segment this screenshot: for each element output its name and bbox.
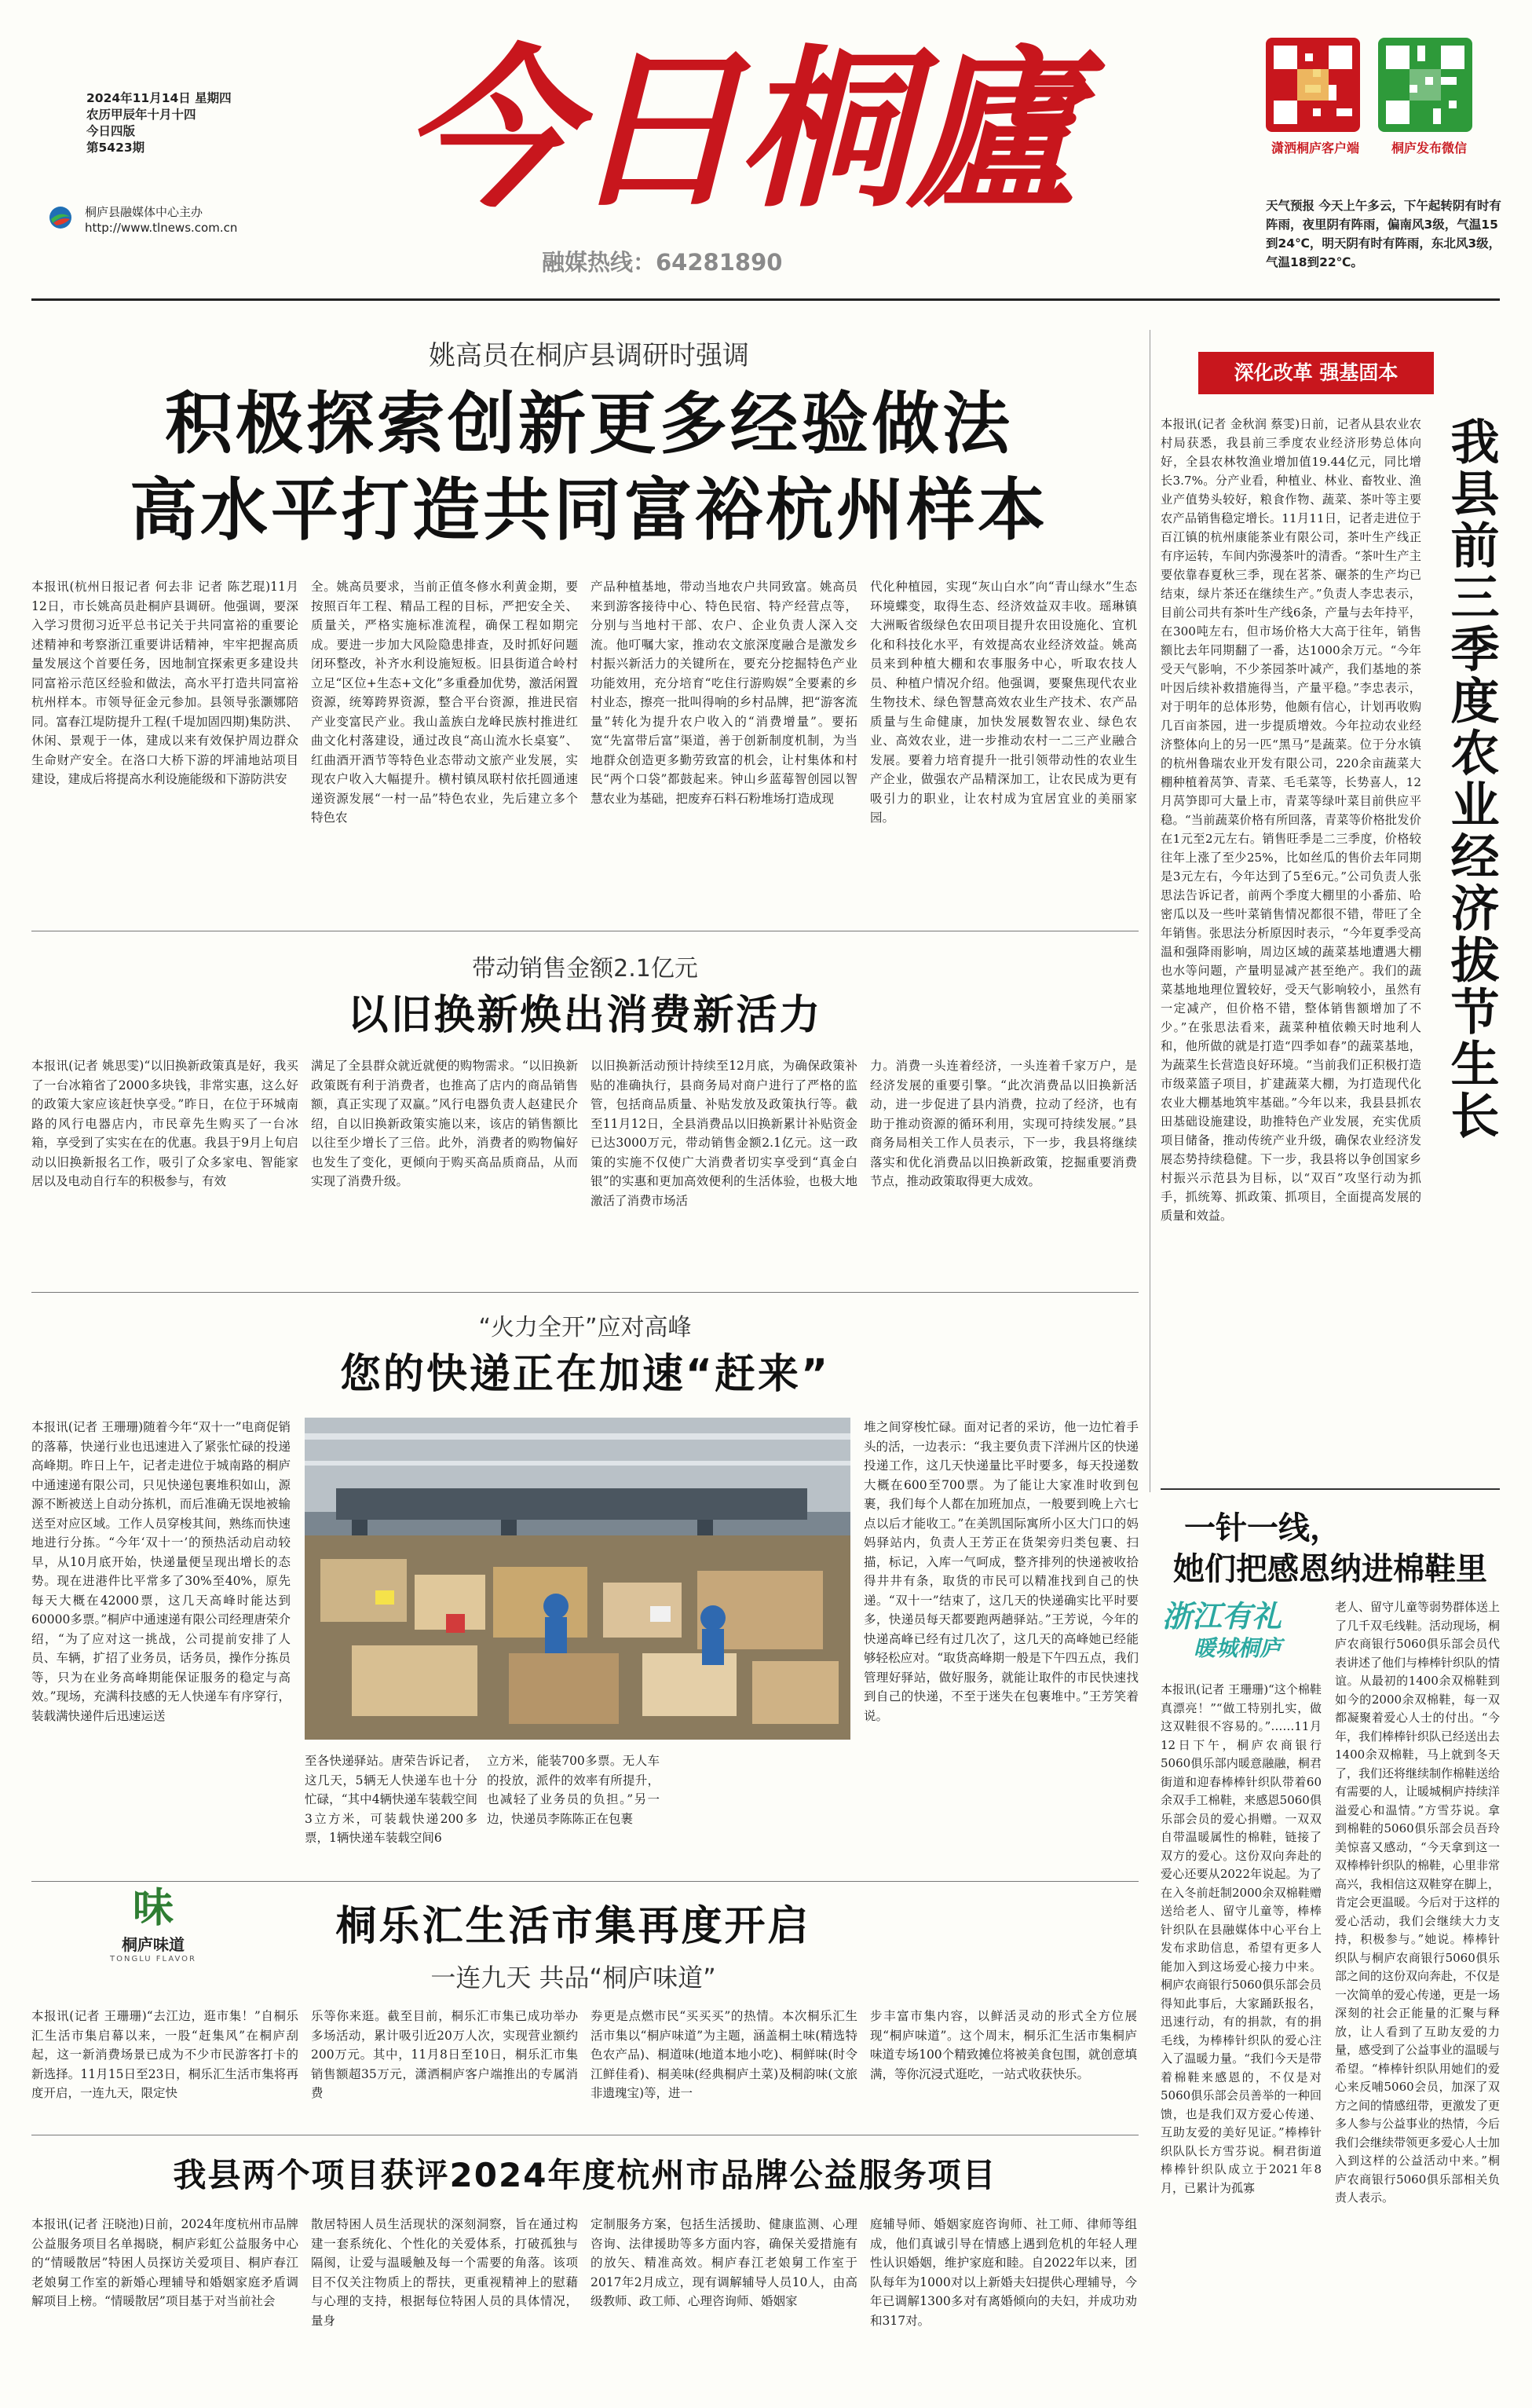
masthead-title: 今日桐廬	[401, 27, 1074, 231]
lead-body-col1: 本报讯(杭州日报记者 何去非 记者 陈艺琨)11月12日，市长姚高员赴桐庐县调研。他强调，要深入学习贯彻习近平总书记关于共同富裕的重要论述精神和考察浙江重要讲话精神，牢牢把握高质量发展这个首要任务，因地制宜探索更多建设共同富裕示范区经验和做法，高水平打造共同富裕杭州样本。市领导征金元参加。县领导张灏娜陪同。富春江堤防提升工程(千堤加固四期)集防洪、休闲、景观于一体，建成以来有效保护周边群众生命财产安全。在洛口大桥下游的坪浦地站项目建设，建成后将提高水利设施能级和下游防洪安	[31, 580, 298, 786]
consume-body-col2: 满足了全县群众就近就便的购物需求。“以旧换新政策既有利于消费者，也推高了店内的商品销售额，真正实现了双赢。”风行电器负责人赵建民介绍，自以旧换新政策实施以来，该店的销售额比以往至少增长了三倍。此外，消费者的购物偏好也发生了变化，更倾向于购买高品质商品，从而实现了消费升级。	[311, 1059, 578, 1188]
express-warehouse-photo	[305, 1418, 850, 1740]
market-subhead: 一连九天 共品“桐庐味道”	[430, 1963, 716, 1993]
consume-headline: 以旧换新焕出消费新活力	[347, 992, 823, 1039]
market-body-col2: 乐等你来逛。截至目前，桐乐汇市集已成功举办多场活动，累计吸引近20万人次，实现营业额约200万元。其中，11月8日至10日，桐乐汇市集销售额超35万元，潇洒桐庐客户端推出的专属消费	[311, 2009, 578, 2100]
charity-headline: 我县两个项目获评2024年度杭州市品牌公益服务项目	[173, 2156, 997, 2194]
lead-kicker: 姚高员在桐庐县调研时强调	[429, 340, 749, 371]
section-divider	[31, 1292, 1139, 1293]
gratitude-headline-line1: 一针一线，	[1184, 1510, 1341, 1546]
lead-body-col2: 全。姚高员要求，当前正值冬修水利黄金期，要按照百年工程、精品工程的目标，严把安全关、质量关，严格实施标准流程，确保工程如期完成。要进一步加大风险隐患排查，及时抓好问题闭环整改，补齐水利设施短板。旧县街道合岭村立足“区位+生态+文化”多重叠加优势，激活闲置资源，统筹跨界资源，整合平台资源，推进民宿产业变富民产业。我山盖族白龙峰民族村推进红曲文化村落建设，通过改良“高山流水长桌宴”、红曲酒开酒节等特色业态带动文旅产业发展，实现农户收入大幅提升。横村镇凤联村依托圆通速递资源发展“一村一品”特色农业，先后建立多个特色农	[311, 580, 578, 825]
wechat-qr-code	[1378, 38, 1472, 132]
tonglu-flavor-logo-icon: 味 桐庐味道 TONGLU FLAVOR	[94, 1885, 212, 1979]
consume-body-col4: 力。消费一头连着经济，一头连着千家万户，是经济发展的重要引擎。“此次消费品以旧换新活动，进一步促进了县内消费，拉动了经济，也有助于推动资源的循环利用，实现可持续发展。”县商务局相关工作人员表示，下一步，我县将继续落实和优化消费品以旧换新政策，挖掘重要消费节点，推动政策取得更大成效。	[870, 1059, 1137, 1188]
qr-caption-wechat: 桐庐发布微信	[1391, 141, 1467, 156]
gratitude-body-left: 本报讯(记者 王珊珊)“这个棉鞋真漂亮！”“做工特别扎实，做这双鞋很不容易的。”……11月12日下午，桐庐农商银行5060俱乐部内暖意融融，桐君街道和迎春棒棒针织队带着60余双手工棉鞋，来感恩5060俱乐部会员的爱心捐赠。一双双自带温暖属性的棉鞋，链接了双方的爱心。这份双向奔赴的爱心还要从2022年说起。为了在入冬前赶制2000余双棉鞋赠送给老人、留守儿童等，棒棒针织队在县融媒体中心平台上发布求助信息，希望有更多人能加入到这场爱心接力中来。桐庐农商银行5060俱乐部会员得知此事后，大家踊跃报名，迅速行动，有的捐款，有的捐毛线，为棒棒针织队的爱心注入了温暖力量。“我们今天是带着棉鞋来感恩的，不仅是对5060俱乐部会员善举的一种回馈，也是我们双方爱心传递、互助友爱的美好见证。”棒棒针织队队长方雪芬说。桐君街道棒棒针织队成立于2021年8月，已累计为孤寡	[1161, 1682, 1322, 2195]
issue-line: 第5423期	[86, 141, 145, 155]
lead-body-col4: 代化种植园，实现“灰山白水”向“青山绿水”生态环境蝶变，取得生态、经济效益双丰收。瑶琳镇大洲畈省级绿色农田项目提升农田设施化、宜机化和科技化水平，有效提高农业经济效益。姚高员来到种植大棚和农事服务中心，听取农技人员、种植户情况介绍。他强调，要聚焦现代农业生物技术、绿色智慧高效农业生产技术、农产品质量与生命健康，加快发展数智农业、绿色农业、高效农业，进一步推动农村一二三产业融合发展。要着力培育提升一批引领带动性的农业生产企业，做强农产品精深加工，让农民成为更有吸引力的职业，让农村成为宜居宜业的美丽家园。	[870, 580, 1137, 825]
logo-line2: 暖城桐庐	[1194, 1635, 1282, 1661]
reform-section-tag: 深化改革 强基固本	[1198, 352, 1434, 394]
lead-body-col3: 产品种植基地，带动当地农户共同致富。姚高员来到游客接待中心、特色民宿、特产经营点等，分别与当地村干部、农户、企业负责人深入交流。他叮嘱大家，推动农文旅深度融合是激发乡村振兴新活力的关键所在，要充分挖掘特色产业功能效用，充分培育“吃住行游购娱”全要素的乡村业态，擦亮一批叫得响的乡村品牌，把“游客流量”转化为提升农户收入的“消费增量”。要拓宽“先富带后富”渠道，善于创新制度机制，为当地群众创造更多勤劳致富的机会，让村集体和村民“两个口袋”都鼓起来。钟山乡蓝莓智创园以智慧农业为基础，把废弃石料石粉堆场打造成现	[590, 580, 857, 806]
express-body-col1: 本报讯(记者 王珊珊)随着今年“双十一”电商促销的落幕，快递行业也迅速进入了紧张忙碌的投递高峰期。昨日上午，记者走进位于城南路的桐庐中通速递有限公司，只见快递包裹堆积如山，源源不断被送上自动分拣机，而后准确无误地被输送至对应区域。工作人员穿梭其间，熟练而快速地进行分拣。“今年‘双十一’的预热活动启动较早，从10月底开始，快递量便呈现出增长的态势。现在进港件比平常多了30%至40%，原先每天大概在42000票，这几天高峰时能达到60000多票。”桐庐中通速递有限公司经理唐荣介绍，“为了应对这一挑战，公司提前安排了人员、车辆，扩招了业务员，话务员，操作分拣员等，只为在业务高峰期能保证服务的稳定与高效。”现场，充满科技感的无人快递车有序穿行，装载满快递件后迅速运送	[31, 1420, 291, 1723]
market-body-col3: 券更是点燃市民“买买买”的热情。本次桐乐汇生活市集以“桐庐味道”为主题，涵盖桐土味(精选特色农产品)、桐道味(地道本地小吃)、桐鲜味(时令江鲜佳肴)、桐美味(经典桐庐土菜)及桐韵味(文旅非遗瑰宝)等，进一	[590, 2009, 857, 2100]
charity-body-col1: 本报讯(记者 汪晓池)日前，2024年度杭州市品牌公益服务项目名单揭晓，桐庐彩虹公益服务中心的“情暖散居”特困人员探访关爱项目、桐庐春江老娘舅工作室的新婚心理辅导和婚姻家庭矛盾调解项目上榜。“情暖散居”项目基于对当前社会	[31, 2217, 298, 2308]
gratitude-headline-line2: 她们把感恩纳进棉鞋里	[1173, 1551, 1487, 1587]
charity-body-col3: 定制服务方案，包括生活援助、健康监测、心理咨询、法律援助等多方面内容，确保关爱措施有的放矢、精准高效。桐庐春江老娘舅工作室于2017年2月成立，现有调解辅导人员10人，由高级教师、政工师、心理咨询师、婚姻家	[590, 2217, 857, 2308]
consume-body-col1: 本报讯(记者 姚思雯)“以旧换新政策真是好，我买了一台冰箱省了2000多块钱，非常实惠，这么好的政策大家应该赶快享受。”昨日，在位于环城南路的风行电器店内，市民章先生购买了一台冰箱，享受到了实实在在的优惠。我县于9月上旬启动以旧换新报名工作，吸引了众多家电、智能家居以及电动自行车的积极参与，有效	[31, 1059, 298, 1188]
express-headline: 您的快递正在加速“赶来”	[339, 1351, 831, 1398]
charity-body-col4: 庭辅导师、婚姻家庭咨询师、社工师、律师等组成，他们真诚引导在情感上遇到危机的年轻人理性认识婚姻，维护家庭和睦。自2022年以来，团队每年为1000对以上新婚夫妇提供心理辅导，今年已调解1300多对有离婚倾向的夫妇，并成功劝和317对。	[870, 2217, 1137, 2328]
pages-line: 今日四版	[86, 124, 136, 138]
lead-headline-line1: 积极探索创新更多经验做法	[165, 385, 1013, 463]
consume-body-col3: 以旧换新活动预计持续至12月底，为确保政策补贴的准确执行，县商务局对商户进行了严格的监管，包括商品质量、补贴发放及政策执行等。截至11月12日，全县消费品以旧换新累计补贴资金已达3000万元，带动销售金额2.1亿元。这一政策的实施不仅使广大消费者切实享受到“真金白银”的实惠和更加高效便利的生活体验，也极大地激活了消费市场活	[590, 1059, 857, 1208]
weather-forecast: 天气预报 今天上午多云，下午起转阴有时有阵雨，夜里阴有阵雨，偏南风3级，气温15到24℃，明天阴有时有阵雨，东北风3级，气温18到22℃。	[1266, 199, 1501, 269]
qr-caption-app: 潇洒桐庐客户端	[1271, 141, 1359, 156]
client-app-qr-code	[1266, 38, 1360, 132]
consume-kicker: 带动销售金额2.1亿元	[472, 955, 698, 983]
sponsor-block	[85, 204, 305, 236]
date-block	[86, 90, 322, 156]
market-body-col1: 本报讯(记者 王珊珊)“去江边，逛市集！”自桐乐汇生活市集启幕以来，一股“赶集风”在桐庐刮起，这一新消费场景已成为不少市民游客打卡的新选择。11月15日至23日，桐乐汇生活市集将再度开启，一连九天，限定快	[31, 2009, 298, 2100]
express-body-col2: 至各快递驿站。唐荣告诉记者，这几天，5辆无人快递车也十分忙碌，“其中4辆快递车装载空间3立方米，可装载快递200多票，1辆快递车装载空间6	[305, 1754, 477, 1845]
masthead-divider	[31, 298, 1500, 301]
date-line: 2024年11月14日 星期四	[86, 91, 232, 105]
lunar-date-line: 农历甲辰年十月十四	[86, 108, 196, 122]
hotline: 融媒热线：64281890	[542, 249, 783, 276]
charity-body-col2: 散居特困人员生活现状的深刻洞察，旨在通过构建一套系统化、个性化的关爱体系，打破孤独与隔阂，让爱与温暖触及每一个需要的角落。该项目不仅关注物质上的帮扶，更重视精神上的慰藉与心理的支持，根据每位特困人员的具体情况，量身	[311, 2217, 578, 2328]
agri-story-headline: 我县前三季度农业经济拔节生长	[1442, 416, 1500, 1142]
market-body-col4: 步丰富市集内容，以鲜活灵动的形式全方位展现“桐庐味道”。这个周末，桐乐汇生活市集桐庐味道专场100个精致摊位将被美食包围，就创意填满，等你沉浸式逛吃，一站式收获快乐。	[870, 2009, 1137, 2081]
section-divider	[31, 1881, 1139, 1882]
section-divider	[1161, 1488, 1500, 1490]
media-center-logo-icon	[49, 206, 72, 229]
lead-headline-line2: 高水平打造共同富裕杭州样本	[130, 471, 1048, 550]
zhejiang-courtesy-logo-icon	[1162, 1598, 1319, 1669]
market-headline: 桐乐汇生活市集再度开启	[335, 1903, 811, 1950]
website-link[interactable]: http://www.tlnews.com.cn	[85, 221, 238, 235]
logo-text: 桐庐味道	[122, 1935, 185, 1954]
logo-subtext: TONGLU FLAVOR	[109, 1955, 197, 1963]
express-kicker: “火力全开”应对高峰	[478, 1314, 692, 1341]
gratitude-headline	[1161, 1508, 1500, 1590]
gratitude-body-right: 老人、留守儿童等弱势群体送上了几千双毛线鞋。活动现场，桐庐农商银行5060俱乐部会员代表讲述了他们与棒棒针织队的情谊。从最初的1400余双棉鞋到如今的2000余双棉鞋，每一双都凝聚着爱心人士的付出。“今年，我们棒棒针织队已经送出去1400余双棉鞋，马上就到冬天了，我们还将继续制作棉鞋送给有需要的人，让暖城桐庐持续洋溢爱心和温情。”方雪芬说。拿到棉鞋的5060俱乐部会员吾玲美惊喜又感动，“今天拿到这一双棒棒针织队的棉鞋，心里非常高兴，我相信这双鞋穿在脚上，肯定会更温暖。今后对于这样的爱心活动，我们会继续大力支持，积极参与。”她说。棒棒针织队与桐庐农商银行5060俱乐部之间的这份双向奔赴，不仅是一次简单的爱心传递，更是一场深刻的社会正能量的汇聚与释放，让人看到了互助友爱的力量，感受到了公益事业的温暖与希望。“棒棒针织队用她们的爱心来反哺5060会员，加深了双方之间的情感纽带，更激发了更多人参与公益事业的热情，今后我们会继续带领更多爱心人士加入到这样的公益活动中来。”桐庐农商银行5060俱乐部相关负责人表示。	[1335, 1600, 1500, 2205]
logo-line1: 浙江有礼	[1162, 1598, 1282, 1634]
agri-story-body: 本报讯(记者 金秋润 蔡雯)日前，记者从县农业农村局获悉，我县前三季度农业经济形势总体向好，全县农林牧渔业增加值19.44亿元，同比增长3.7%。分产业看，种植业、林业、畜牧业、渔业产值势头较好，粮食作物、蔬菜、茶叶等主要农产品销售稳定增长。11月11日，记者走进位于百江镇的杭州康能茶业有限公司，茶叶生产线正有序运转，车间内弥漫茶叶的清香。“茶叶生产主要依靠春夏秋三季，现在茗茶、碾茶的生产均已结束，绿片茶还在继续生产。”负责人李忠表示，目前公司共有茶叶生产线6条，产量与去年持平，在300吨左右，但市场价格大大高于往年，销售额比去年同期翻了一番，达1000余万元。“今年受天气影响，不少茶园茶叶减产，我们基地的茶叶因后续补救措施得当，产量平稳。”李忠表示，对于明年的总体形势，他颇有信心，计划再收购几百亩茶园，进一步提质增效。今年拉动农业经济整体向上的另一匹“黑马”是蔬菜。位于分水镇的杭州鲁瑞农业开发有限公司，220余亩蔬菜大棚种植着莴笋、青菜、毛毛菜等，长势喜人，12月莴笋即可大量上市，青菜等绿叶菜目前供应平稳。“当前蔬菜价格有所回落，青菜等价格批发价在1元至2元左右。销售旺季是二三季度，价格较往年上涨了至少25%，比如丝瓜的售价去年同期是3元左右，今年达到了5至6元。”公司负责人张思法告诉记者，前两个季度大棚里的小番茄、哈密瓜以及一些叶菜销售情况都很不错，带旺了全年销售。张思法分析原因时表示，“今年夏季受高温和强降雨影响，周边区域的蔬菜基地遭遇大棚也水等问题，产量明显减产甚至绝产。我们的蔬菜基地地理位置较好，受天气影响较小，虽然有一定减产，但价格不错，整体销售额增加了不少。”在张思法看来，蔬菜种植依赖天时地利人和，他所做的就是打造“四季如春”的蔬菜基地，为蔬菜生长营造良好环境。“当前我们正积极打造市级菜篮子项目，扩建蔬菜大棚，为打造现代化农业大棚基地筑牢基础。”今年以来，我县县抓农田基础设施建设，助推特色产业发展，充实优质项目储备，推动传统产业升级，确保农业经济发展态势持续稳健。下一步，我县将以争创国家乡村振兴示范县为目标，以“双百”攻坚行动为抓手，抓统筹、抓政策、抓项目，全面提高发展的质量和效益。	[1161, 417, 1421, 1223]
express-body-col3: 立方米，能装700多票。无人车的投放，派件的效率有所提升，也减轻了业务员的负担。”另一边，快递员李陈陈正在包裹	[487, 1754, 660, 1826]
sponsor-text: 桐庐县融媒体中心主办	[85, 205, 203, 219]
express-body-col4: 堆之间穿梭忙碌。面对记者的采访，他一边忙着手头的活，一边表示：“我主要负责下洋洲片区的快递投递工作，这几天快递量比平时要多，每天投递数大概在600至700票。为了能让大家准时收到包裹，我们每个人都在加班加点，一般要到晚上六七点以后才能收工。”在美凯国际寓所小区大门口的妈妈驿站内，负责人王芳正在货架旁归类包裹、扫描，标记，入库一气呵成，整齐排列的快递被收拾得井井有条，取货的市民可以精准找到自己的快递。“双十一”结束了，这几天的快递确实比平时要多，快递员每天都要跑两趟驿站。”王芳说，今年的快递高峰已经有过几次了，这几天的高峰她已经能够轻松应对。“取货高峰期一般是下午四五点，我们管理好驿站，做好服务，就能让取件的市民快速找到自己的快递，不至于迷失在包裹堆中。”王芳笑着说。	[864, 1420, 1139, 1723]
